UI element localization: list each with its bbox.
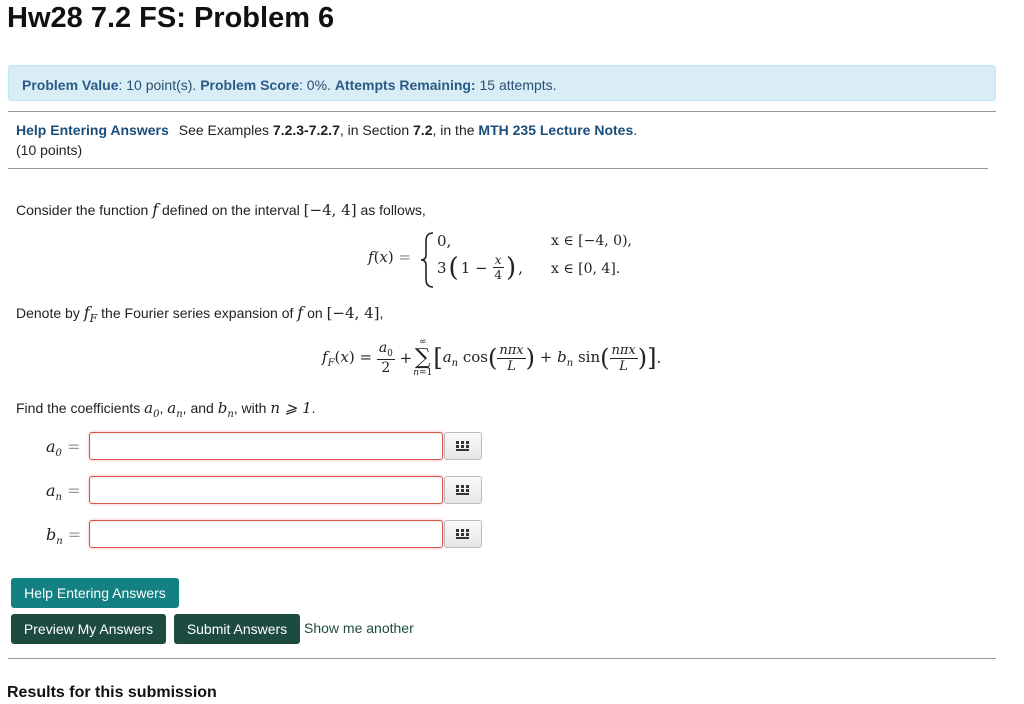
answer-input-an[interactable]: [89, 476, 443, 504]
find-sentence: Find the coefficients $a_0$, $a_n$, and $b_n$, with n ⩾ 1.: [16, 399, 316, 420]
submit-answers-button[interactable]: Submit Answers: [174, 614, 300, 644]
fourier-series-formula: $f_F(x)$ = $\frac{a_0}{2}$ + ∞ ∑ n=1 [ $a_n$ cos ( $\frac{\text{nπx}}{L}$ ) + $b_n$ sin ( $\frac{\text{nπx}}{L}$ ) ] .: [322, 337, 662, 378]
answer-label-an: $a_n$ =: [46, 481, 81, 504]
denote-pre: Denote by: [16, 305, 84, 321]
help-in-the-text: , in the: [432, 122, 479, 138]
grid-icon: [456, 441, 470, 452]
find-comma: ,: [159, 400, 168, 416]
denote-on: on: [303, 305, 327, 321]
interval: [−4, 4]: [326, 304, 380, 322]
denote-sentence: [16, 303, 383, 325]
find-pre: Find the coefficients: [16, 400, 145, 416]
interval: [−4, 4]: [303, 201, 357, 219]
case2-coef: 3: [437, 258, 447, 277]
problem-value-text: : 10 point(s).: [118, 77, 201, 93]
results-heading: Results for this submission: [7, 684, 217, 701]
divider: [8, 111, 996, 112]
find-and: , and: [182, 400, 218, 416]
preview-answers-button[interactable]: Preview My Answers: [11, 614, 166, 644]
help-line: [16, 122, 637, 138]
attempts-label: Attempts Remaining:: [334, 77, 476, 93]
grid-icon: [456, 485, 470, 496]
show-me-another-link[interactable]: Show me another: [304, 620, 414, 636]
problem-info-banner: [8, 65, 996, 101]
case2-value: 3 ( 1 − $\frac{x}{4}$ ) ,: [437, 252, 523, 283]
function-f: f: [297, 303, 304, 322]
equation-editor-button[interactable]: [444, 520, 482, 548]
function-f: f: [152, 200, 159, 219]
page-title: Hw28 7.2 FS: Problem 6: [7, 2, 335, 34]
divider: [8, 168, 988, 169]
points-text: (10 points): [16, 142, 83, 158]
denote-mid: the Fourier series expansion of: [97, 305, 298, 321]
help-examples: 7.2.3-7.2.7: [272, 122, 340, 138]
find-with: , with: [233, 400, 271, 416]
answer-label-bn: $b_n$ =: [46, 525, 82, 548]
help-section-text: , in Section: [339, 122, 414, 138]
grid-icon: [456, 529, 470, 540]
help-period: .: [633, 122, 638, 138]
help-see-text: See Examples: [178, 122, 273, 138]
intro-mid: defined on the interval: [158, 202, 304, 218]
find-condition: n ⩾ 1: [270, 399, 312, 417]
lecture-notes-link[interactable]: MTH 235 Lecture Notes: [478, 122, 634, 138]
help-section: 7.2: [413, 122, 433, 138]
equation-editor-button[interactable]: [444, 432, 482, 460]
attempts-text: 15 attempts.: [475, 77, 557, 93]
help-entering-answers-link[interactable]: Help Entering Answers: [16, 122, 169, 138]
help-entering-answers-button[interactable]: Help Entering Answers: [11, 578, 179, 608]
answer-label-a0: $a_0$ =: [46, 437, 81, 460]
problem-value-label: Problem Value: [22, 77, 119, 93]
intro-post: as follows,: [356, 202, 426, 218]
problem-score-text: : 0%.: [299, 77, 335, 93]
left-brace-icon: [420, 231, 436, 289]
answer-input-a0[interactable]: [89, 432, 443, 460]
problem-intro: [16, 200, 426, 219]
f-of-x-lhs: f(x) =: [368, 248, 412, 266]
find-end: .: [311, 400, 316, 416]
answer-input-bn[interactable]: [89, 520, 443, 548]
equation-editor-button[interactable]: [444, 476, 482, 504]
problem-score-label: Problem Score: [200, 77, 300, 93]
fourier-fF: $f_F$: [83, 303, 98, 326]
intro-pre: Consider the function: [16, 202, 153, 218]
case1-domain: x ∈ [−4, 0),: [551, 233, 632, 249]
case2-domain: x ∈ [0, 4].: [551, 261, 621, 277]
denote-post: ,: [379, 305, 384, 321]
case1-value: 0,: [437, 232, 452, 250]
divider: [8, 658, 996, 659]
